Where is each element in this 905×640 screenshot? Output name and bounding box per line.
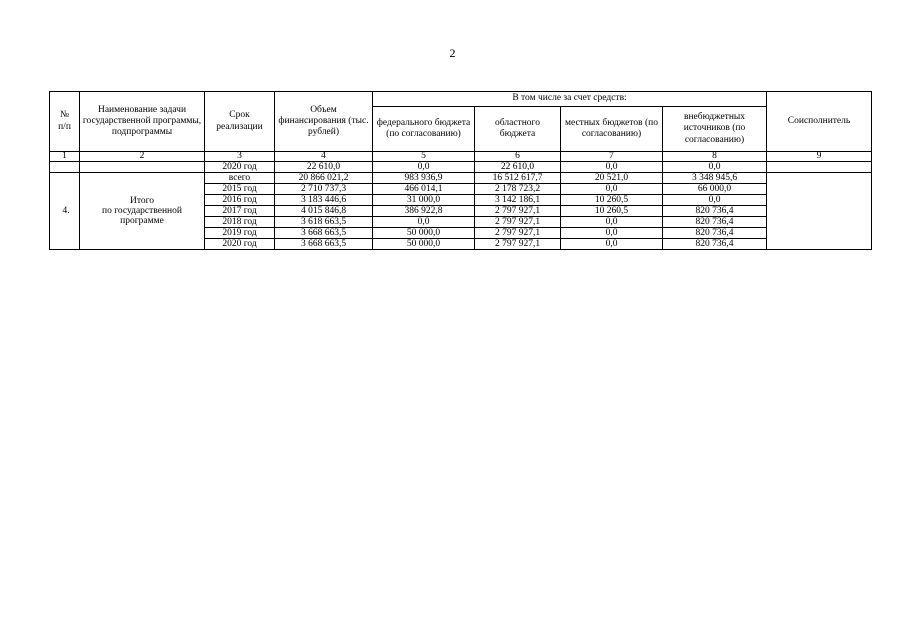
extra-cell: 3 348 945,6	[663, 173, 767, 184]
year-cell: 2020 год	[205, 162, 275, 173]
year-cell: 2016 год	[205, 195, 275, 206]
column-number: 5	[373, 152, 475, 162]
task-cell	[80, 162, 205, 173]
volume-cell: 3 618 663,5	[275, 217, 373, 228]
regional-cell: 2 797 927,1	[475, 239, 561, 250]
coexecutor-cell	[767, 162, 872, 173]
table-row	[50, 173, 872, 184]
volume-cell: 3 668 663,5	[275, 239, 373, 250]
extra-cell: 0,0	[663, 195, 767, 206]
column-number: 3	[205, 152, 275, 162]
federal-cell: 50 000,0	[373, 228, 475, 239]
header-including: В том числе за счет средств:	[373, 92, 767, 107]
regional-cell: 2 797 927,1	[475, 206, 561, 217]
local-cell: 0,0	[561, 162, 663, 173]
column-number: 1	[50, 152, 80, 162]
year-cell: 2018 год	[205, 217, 275, 228]
extra-cell: 820 736,4	[663, 228, 767, 239]
regional-cell: 3 142 186,1	[475, 195, 561, 206]
column-number: 8	[663, 152, 767, 162]
regional-cell: 22 610,0	[475, 162, 561, 173]
header-task: Наименование задачи государственной программы, подпрограммы	[80, 92, 205, 152]
header-federal: федерального бюджета (по согласованию)	[373, 107, 475, 152]
header-term: Срок реализации	[205, 92, 275, 152]
local-cell: 10 260,5	[561, 195, 663, 206]
header-coexecutor: Соисполнитель	[767, 92, 872, 152]
header-volume: Объем финансирования (тыс. рублей)	[275, 92, 373, 152]
volume-cell: 3 183 446,6	[275, 195, 373, 206]
local-cell: 0,0	[561, 228, 663, 239]
federal-cell: 386 922,8	[373, 206, 475, 217]
funding-table	[49, 91, 872, 250]
volume-cell: 2 710 737,3	[275, 184, 373, 195]
year-cell: всего	[205, 173, 275, 184]
extra-cell: 820 736,4	[663, 217, 767, 228]
local-cell: 0,0	[561, 184, 663, 195]
extra-cell: 820 736,4	[663, 239, 767, 250]
header-extra: внебюджетных источников (по согласованию)	[663, 107, 767, 152]
header-local: местных бюджетов (по согласованию)	[561, 107, 663, 152]
column-number: 6	[475, 152, 561, 162]
year-cell: 2015 год	[205, 184, 275, 195]
local-cell: 10 260,5	[561, 206, 663, 217]
regional-cell: 2 797 927,1	[475, 217, 561, 228]
extra-cell: 820 736,4	[663, 206, 767, 217]
page-number: 2	[449, 46, 456, 60]
extra-cell: 66 000,0	[663, 184, 767, 195]
local-cell: 0,0	[561, 217, 663, 228]
column-number: 4	[275, 152, 373, 162]
local-cell: 0,0	[561, 239, 663, 250]
federal-cell: 0,0	[373, 162, 475, 173]
volume-cell: 3 668 663,5	[275, 228, 373, 239]
year-cell: 2020 год	[205, 239, 275, 250]
federal-cell: 983 936,9	[373, 173, 475, 184]
federal-cell: 31 000,0	[373, 195, 475, 206]
federal-cell: 0,0	[373, 217, 475, 228]
federal-cell: 466 014,1	[373, 184, 475, 195]
regional-cell: 16 512 617,7	[475, 173, 561, 184]
volume-cell: 4 015 846,8	[275, 206, 373, 217]
header-num: № п/п	[50, 92, 80, 152]
federal-cell: 50 000,0	[373, 239, 475, 250]
total-num: 4.	[50, 173, 80, 250]
column-number: 9	[767, 152, 872, 162]
table-row	[50, 162, 872, 173]
regional-cell: 2 797 927,1	[475, 228, 561, 239]
coexecutor-cell	[767, 173, 872, 250]
local-cell: 20 521,0	[561, 173, 663, 184]
header-regional: областного бюджета	[475, 107, 561, 152]
regional-cell: 2 178 723,2	[475, 184, 561, 195]
num-cell	[50, 162, 80, 173]
volume-cell: 20 866 021,2	[275, 173, 373, 184]
column-number-row	[50, 152, 872, 162]
year-cell: 2017 год	[205, 206, 275, 217]
volume-cell: 22 610,0	[275, 162, 373, 173]
column-number: 2	[80, 152, 205, 162]
extra-cell: 0,0	[663, 162, 767, 173]
year-cell: 2019 год	[205, 228, 275, 239]
total-name: Итого по государственной программе	[80, 173, 205, 250]
column-number: 7	[561, 152, 663, 162]
